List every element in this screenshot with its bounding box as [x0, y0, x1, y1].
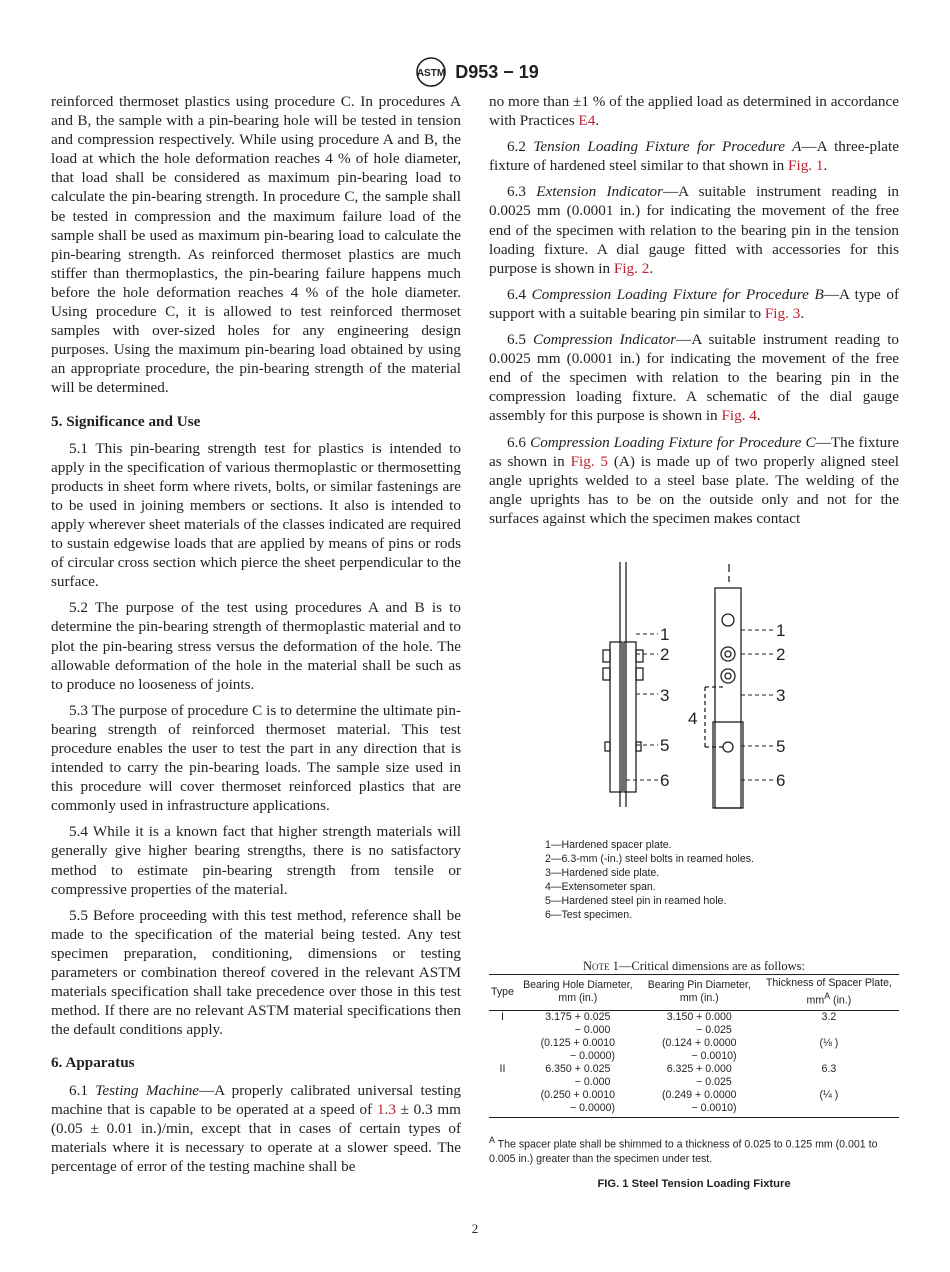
note-1: Note 1—Critical dimensions are as follows: [583, 959, 805, 973]
figure-caption: FIG. 1 Steel Tension Loading Fixture [597, 1178, 791, 1190]
para-5-1: 5.1 This pin-bearing strength test for plastics is intended to apply in the specification of various thermoplastic or thermosetting products in sheet form where rivets, bolts, or similar fastenings are to be used in joining members or sections. It also is intended to apply wherever sheet materials of the classes indicated are required to sustain edgewise loads that are applied by means of pins or rods of circular cross section which pierce the sheet perpendicular to the surface. [51, 439, 461, 591]
callout-5b: 5 [776, 737, 786, 756]
legend-item: 6—Test specimen. [545, 909, 633, 921]
table-row: I 3.175 + 0.025 − 0.000 3.150 + 0.000 − 0.025 3.2 [501, 1010, 837, 1036]
callout-2: 2 [660, 645, 670, 664]
para-6-3: 6.3 Extension Indicator—A suitable instrument reading in 0.0025 mm (0.0001 in.) for indicating the movement of the free end of the specimen with relation to the bearing pin in the tension loading fixture. A dial gauge fitted with accessories for this purpose is shown in Fig. 2. [489, 183, 900, 277]
callout-3b: 3 [776, 686, 786, 705]
section-5-heading: 5. Significance and Use [51, 412, 201, 430]
critical-dimensions-table [489, 974, 899, 1118]
designation: D953 − 19 [455, 61, 539, 82]
page-number: 2 [471, 1221, 479, 1236]
callout-3: 3 [660, 686, 670, 705]
ref-fig2-link[interactable]: Fig. 2 [613, 259, 650, 277]
col-header-type: Type [489, 975, 516, 1011]
legend-item: 5—Hardened steel pin in reamed hole. [545, 895, 727, 907]
callout-6b: 6 [776, 771, 786, 790]
para-6-4: 6.4 Compression Loading Fixture for Procedure B—A type of support with a suitable bearing pin similar to Fig. 3. [489, 285, 899, 322]
para-5-3: 5.3 The purpose of procedure C is to determine the ultimate pin-bearing strength of reinforced thermoset material. This test procedure enables the user to test the part in any direction that is intended to carry the pin-bearing loads. The sample size used in this procedure will cover thermoset reinforced plastics that are commonly used in infrastructure applications. [51, 701, 461, 815]
callout-5: 5 [660, 736, 670, 755]
para-6-5: 6.5 Compression Indicator—A suitable instrument reading to 0.0025 mm (0.0001 in.) for indicating the movement of the free end of the specimen with relation to the bearing pin in the compression loading fixture. A schematic of the dial gauge assembly for this purpose is shown in Fig. 4. [489, 331, 900, 425]
para-5-4: 5.4 While it is a known fact that higher strength materials will generally give higher bearing strengths, there is no satisfactory method to estimate pin-bearing strength from tensile or compressive properties of the material. [51, 823, 461, 898]
para-5-5: 5.5 Before proceeding with this test method, reference shall be made to the specification of the material being tested. Any test specimen preparation, conditioning, dimensions or testing parameters or combination thereof covered in the relevant ASTM materials specification shall take precedence over those in this test method. If there are no relevant ASTM material specifications then the default conditions apply. [51, 906, 461, 1039]
table-row: II 6.350 + 0.025 − 0.000 6.325 + 0.000 − 0.025 6.3 [499, 1062, 837, 1088]
callout-1: 1 [660, 625, 670, 644]
para-6-1: 6.1 Testing Machine—A properly calibrated universal testing machine that is capable to be operated at a speed of 1.3 ± 0.3 mm (0.05 ± 0.01 in.)/min, except that in cases of certain types of materials where it is necessary to operate at a slower speed. The percentage of error of the testing machine shall be [51, 1081, 462, 1175]
ref-fig4-link[interactable]: Fig. 4 [721, 407, 757, 425]
astm-logo-icon [411, 56, 451, 88]
col-header-pin: Bearing Pin Diameter, mm (in.) [640, 975, 759, 1011]
para-6-6: 6.6 Compression Loading Fixture for Procedure C—The fixture as shown in Fig. 5 (A) is made up of two properly aligned steel angle uprights welded to a steel base plate. The welding of the angle uprights has to be on the outside only and not for the surfaces against which the specimen makes contact [489, 433, 900, 527]
svg-text:ASTM: ASTM [417, 68, 446, 79]
table-row: (0.125 + 0.0010 − 0.0000) (0.124 + 0.0000 − 0.0010) (⅛ ) [540, 1036, 839, 1062]
ref-1-3-link[interactable]: 1.3 [376, 1100, 396, 1118]
legend-item: 3—Hardened side plate. [545, 867, 660, 879]
page-header [0, 56, 950, 88]
table-row: (0.250 + 0.0010 − 0.0000) (0.249 + 0.0000 − 0.0010) (¼ ) [489, 1089, 899, 1118]
ref-fig1-link[interactable]: Fig. 1 [788, 157, 824, 175]
callout-1b: 1 [776, 621, 786, 640]
table-footnote: $^A$ The spacer plate shall be shimmed to a thickness of 0.025 to 0.125 mm (0.001 to 0.005 in.) greater than the specimen under test. [489, 1135, 878, 1165]
left-column [51, 92, 461, 1183]
callout-6: 6 [660, 771, 670, 790]
legend-item: 1—Hardened spacer plate. [545, 839, 672, 851]
para-6-2: 6.2 Tension Loading Fixture for Procedure A—A three-plate fixture of hardened steel similar to that shown in Fig. 1. [489, 138, 900, 175]
ref-fig3-link[interactable]: Fig. 3 [764, 304, 801, 322]
intro-paragraph: reinforced thermoset plastics using procedure C. In procedures A and B, the sample with a pin-bearing hole will be tested in tension and compression respectively. While using procedure A and B, the load at which the hole deformation reaches 4 % of hole diameter, that load shall be considered as maximum pin-bearing load to calculate the pin-bearing strength. In procedure C, the sample shall be tested in compression and the maximum failure load of the sample shall be used as maximum pin-bearing load to calculate the pin-bearing strength. As reinforced thermoset plastics are much stiffer than thermoplastics, the pin-bearing failure happens much before the hole deformation reaches 4 % of the hole diameter. Using procedure C, it is allowed to test reinforced thermoset samples with over-sized holes for any engineering design purposes. Using the maximum pin-bearing load obtained by using an appropriate procedure, the pin-bearing strength of the material will be determined. [51, 93, 461, 397]
para-5-2: 5.2 The purpose of the test using procedures A and B is to determine the pin-bearing strength of thermoplastic material and to plot the pin-bearing stress versus the deformation of the hole. The allowable deformation of the hole in the material shall be such as to produce no looseness of joints. [51, 599, 461, 693]
legend-item: 4—Extensometer span. [545, 881, 656, 893]
fixture-drawing [590, 562, 820, 812]
legend-item: 2—6.3-mm (-in.) steel bolts in reamed holes. [545, 853, 755, 865]
callout-4: 4 [688, 709, 698, 728]
para-continued: no more than ±1 % of the applied load as determined in accordance with Practices E4. [489, 93, 899, 130]
ref-e4-link[interactable]: E4 [578, 112, 596, 130]
right-column [489, 92, 899, 535]
callout-2b: 2 [776, 645, 786, 664]
ref-fig5-link[interactable]: Fig. 5 [570, 452, 609, 470]
col-header-hole: Bearing Hole Diameter, mm (in.) [516, 975, 640, 1011]
figure-legend [545, 838, 754, 922]
col-header-thickness: Thickness of Spacer Plate, $mm^A$ (in.) [759, 975, 899, 1011]
section-6-heading: 6. Apparatus [51, 1054, 135, 1072]
